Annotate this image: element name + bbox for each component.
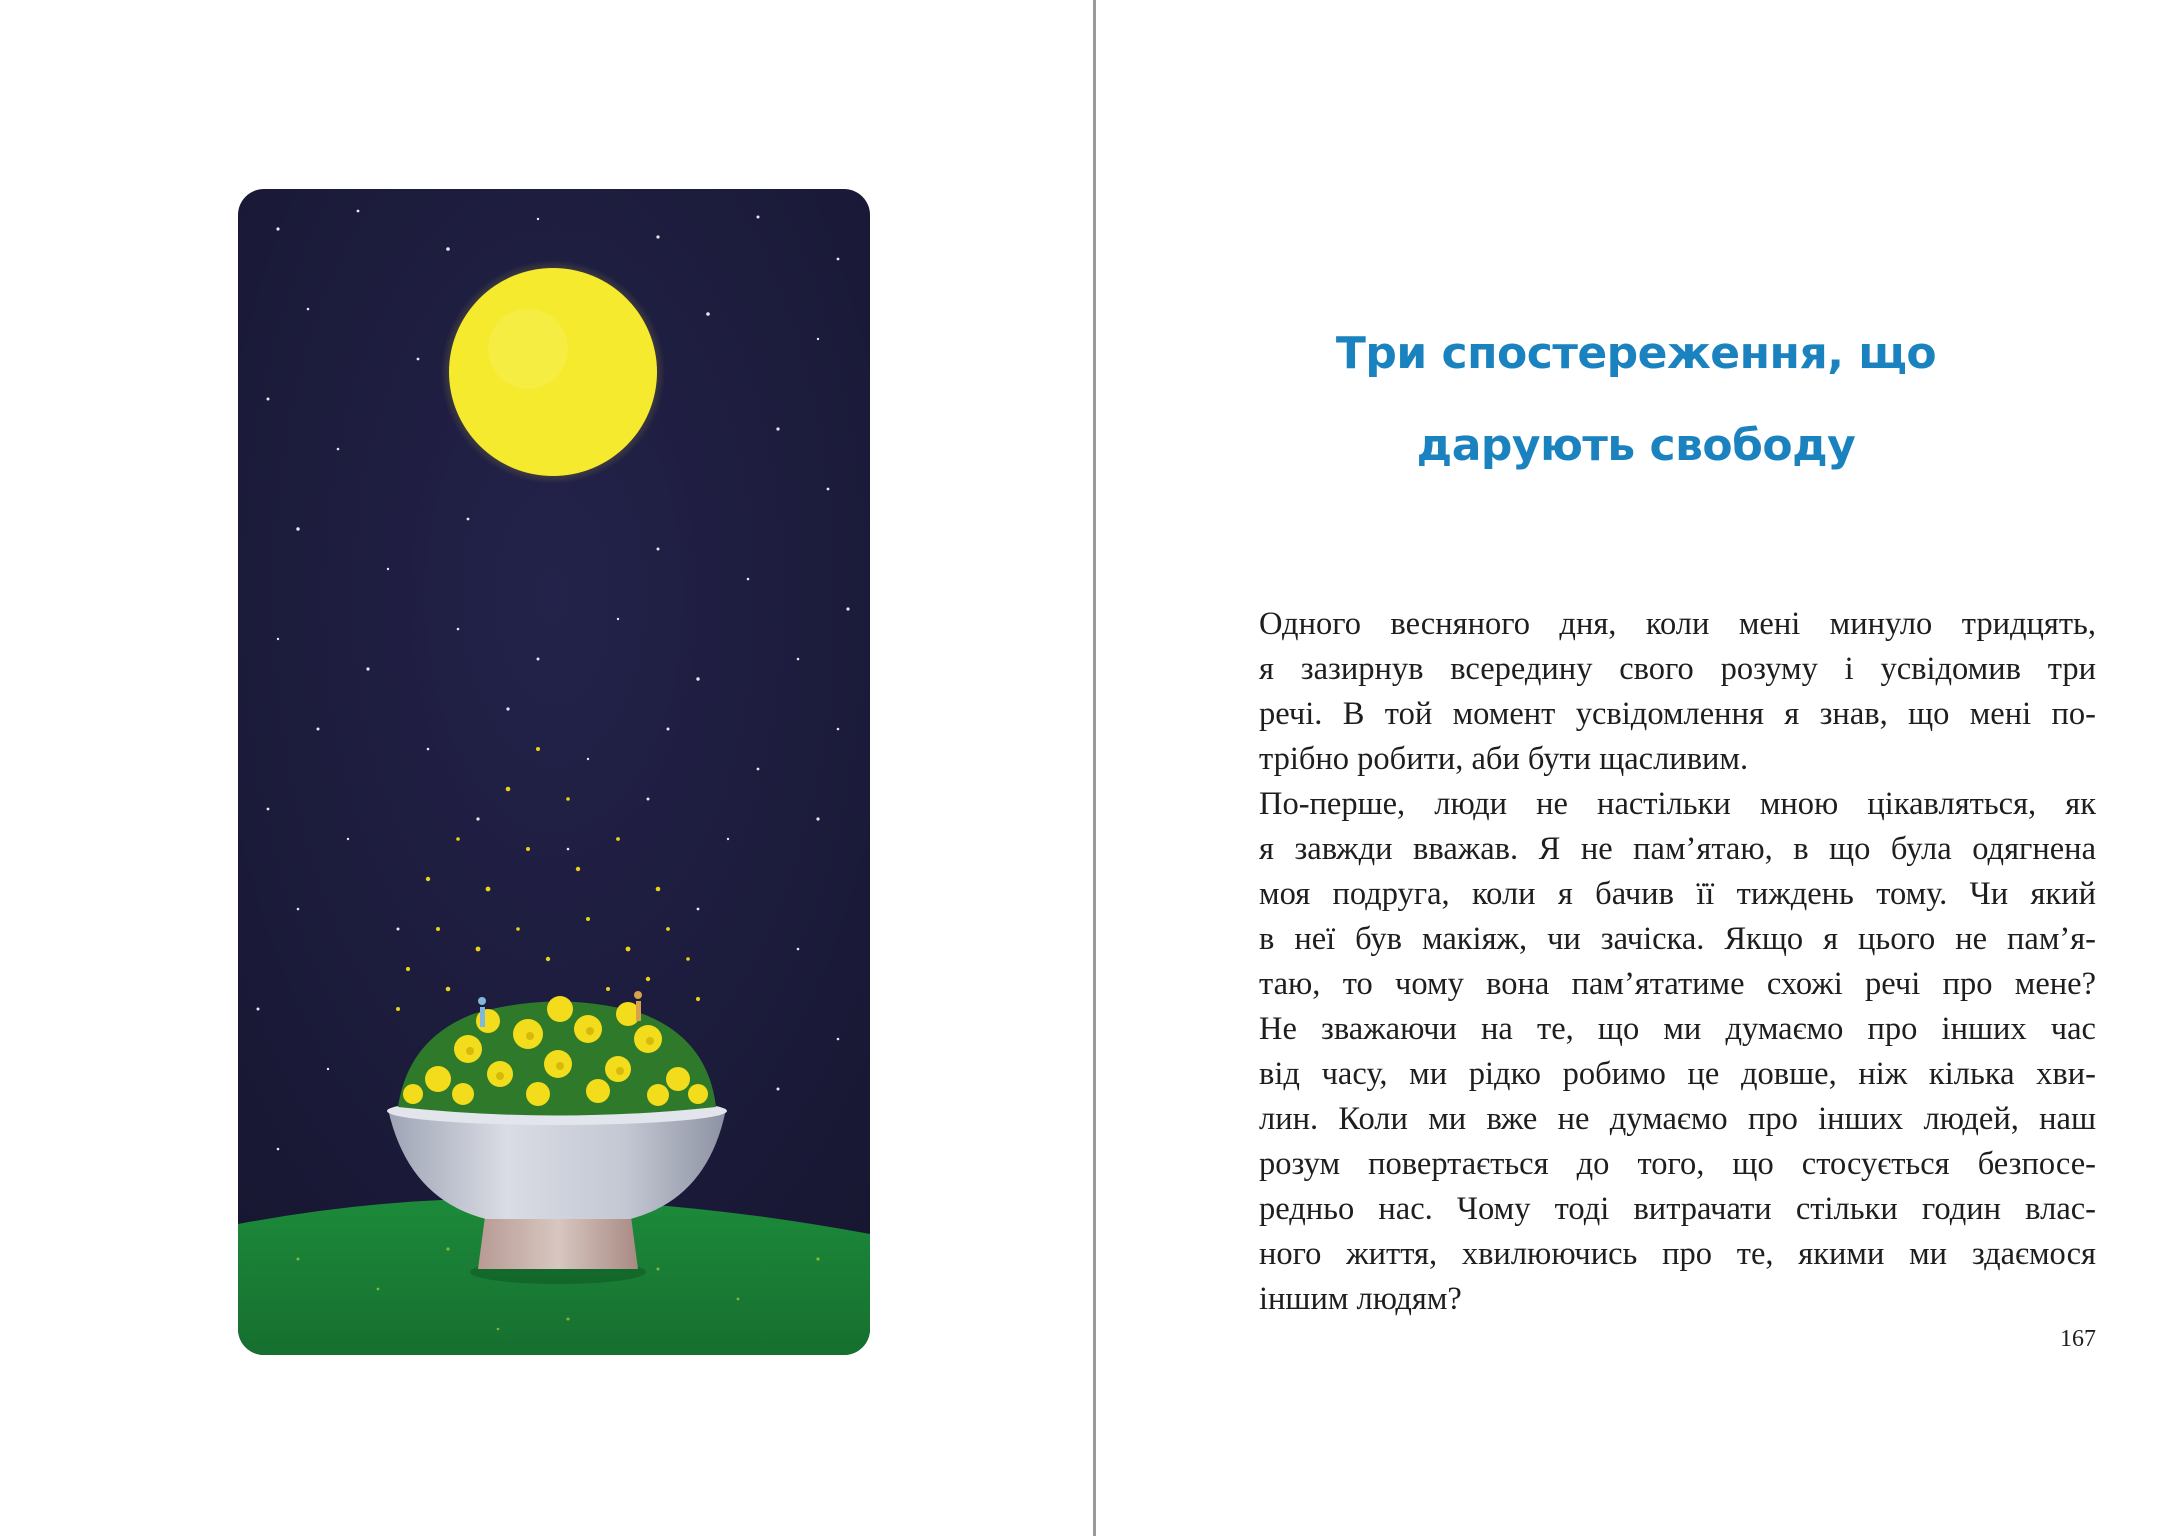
text-line: По-перше, люди не настільки мною цікавляться, як <box>1259 786 2096 822</box>
text-line: від часу, ми рідко робимо це довше, ніж кілька хви- <box>1259 1056 2096 1092</box>
body-paragraph <box>1259 602 2096 1322</box>
text-line: Не зважаючи на те, що ми думаємо про інших час <box>1259 1011 2096 1047</box>
page-number: 167 <box>2060 1326 2096 1352</box>
text-line: трібно робити, аби бути щасливим. <box>1259 741 1749 777</box>
text-line: Одного весняного дня, коли мені минуло тридцять, <box>1259 606 2096 642</box>
chapter-title-line-2: дарують свободу <box>1416 420 1856 471</box>
text-line: лин. Коли ми вже не думаємо про інших людей, наш <box>1259 1101 2096 1137</box>
chapter-title <box>1096 308 2176 492</box>
text-line: розум повертається до того, що стосується безпосе- <box>1259 1146 2096 1182</box>
text-line: я завжди вважав. Я не пам’ятаю, в що була одягнена <box>1259 831 2096 867</box>
night-sky-illustration <box>238 189 870 1355</box>
text-line: іншим людям? <box>1259 1281 1462 1317</box>
right-page <box>1096 0 2176 1536</box>
text-line: моя подруга, коли я бачив її тиждень тому. Чи який <box>1259 876 2096 912</box>
text-line: речі. В той момент усвідомлення я знав, що мені по- <box>1259 696 2096 732</box>
text-line: редньо нас. Чому тоді витрачати стільки годин влас- <box>1259 1191 2096 1227</box>
text-line: таю, то чому вона пам’ятатиме схожі речі про мене? <box>1259 966 2096 1002</box>
text-line: ного життя, хвилюючись про те, якими ми здаємося <box>1259 1236 2096 1272</box>
moon <box>441 260 665 484</box>
text-line: я зазирнув всередину свого розуму і усвідомив три <box>1259 651 2096 687</box>
chapter-title-line-1: Три спостереження, що <box>1335 328 1937 379</box>
text-line: в неї був макіяж, чи зачіска. Якщо я цього не пам’я- <box>1259 921 2096 957</box>
